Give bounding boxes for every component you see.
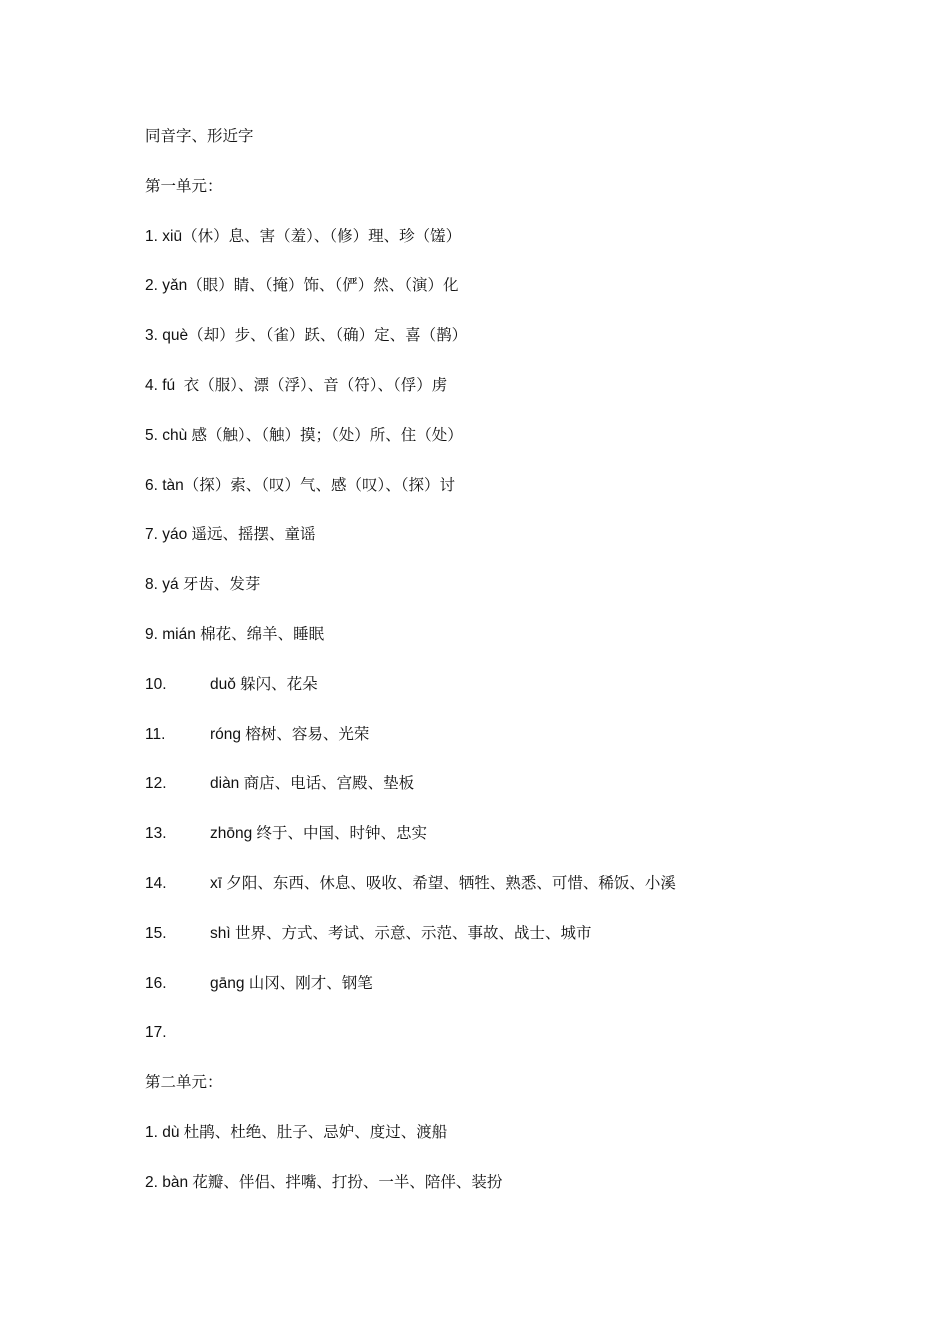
item-number: 7. [145,526,158,544]
item-number: 3. [145,327,158,345]
unit-2-heading: 第二单元： [145,1074,223,1092]
item-number: 8. [145,576,158,594]
item-number: 2. [145,277,158,295]
item-text: xiū（休）息、害（羞）、（修）理、珍（馐） [162,227,462,245]
list-item [145,275,845,325]
list-item [145,375,845,425]
list-item [145,674,845,724]
item-number: 1. [145,1123,158,1141]
item-text: tàn（探）索、（叹）气、感（叹）、（探）讨 [162,476,456,494]
item-number: 14. [145,874,167,892]
item-text: róng 榕树、容易、光荣 [210,725,370,743]
document-body [145,126,845,1222]
list-item [145,873,845,923]
item-text: yá 牙齿、发芽 [162,576,261,594]
item-number: 6. [145,476,158,494]
item-text: duǒ 躲闪、花朵 [210,675,318,693]
item-number: 17. [145,1024,167,1042]
list-item [145,1122,845,1172]
item-text: shì 世界、方式、考试、示意、示范、事故、战士、城市 [210,924,592,942]
item-number: 1. [145,227,158,245]
item-text: chù 感（触）、（触）摸；（处）所、住（处） [162,426,463,444]
list-item [145,1172,845,1222]
list-item [145,524,845,574]
item-text: gāng 山冈、刚才、钢笔 [210,974,373,992]
item-number: 10. [145,675,167,693]
list-item [145,1022,845,1072]
item-number: 11. [145,725,166,743]
item-number: 2. [145,1173,158,1191]
item-text: fú 衣（服）、漂（浮）、音（符）、（俘）虏 [162,376,448,394]
item-number: 13. [145,825,167,843]
item-text: diàn 商店、电话、宫殿、垫板 [210,775,415,793]
item-text: yáo 遥远、摇摆、童谣 [162,526,316,544]
document-title: 同音字、形近字 [145,128,254,145]
list-item [145,325,845,375]
item-number: 16. [145,974,167,992]
item-text: dù 杜鹃、杜绝、肚子、忌妒、度过、渡船 [162,1123,448,1141]
item-text: mián 棉花、绵羊、睡眠 [162,625,325,643]
list-item [145,823,845,873]
list-item [145,973,845,1023]
list-item [145,624,845,674]
list-item [145,425,845,475]
item-text: xī 夕阳、东西、休息、吸收、希望、牺牲、熟悉、可惜、稀饭、小溪 [210,874,676,892]
item-number: 9. [145,625,158,643]
item-number: 15. [145,924,167,942]
item-number: 5. [145,426,158,444]
list-item [145,923,845,973]
list-item [145,574,845,624]
list-item [145,475,845,525]
unit-1-heading: 第一单元： [145,177,223,195]
item-number: 4. [145,376,158,394]
item-number: 12. [145,775,167,793]
list-item [145,773,845,823]
list-item [145,724,845,774]
item-text: zhōng 终于、中国、时钟、忠实 [210,825,428,843]
list-item [145,226,845,276]
item-text: què（却）步、（雀）跃、（确）定、喜（鹊） [162,327,468,345]
item-text: bàn 花瓣、伴侣、拌嘴、打扮、一半、陪伴、装扮 [162,1173,503,1191]
item-text: yǎn（眼）睛、（掩）饰、（俨）然、（演）化 [162,277,459,295]
